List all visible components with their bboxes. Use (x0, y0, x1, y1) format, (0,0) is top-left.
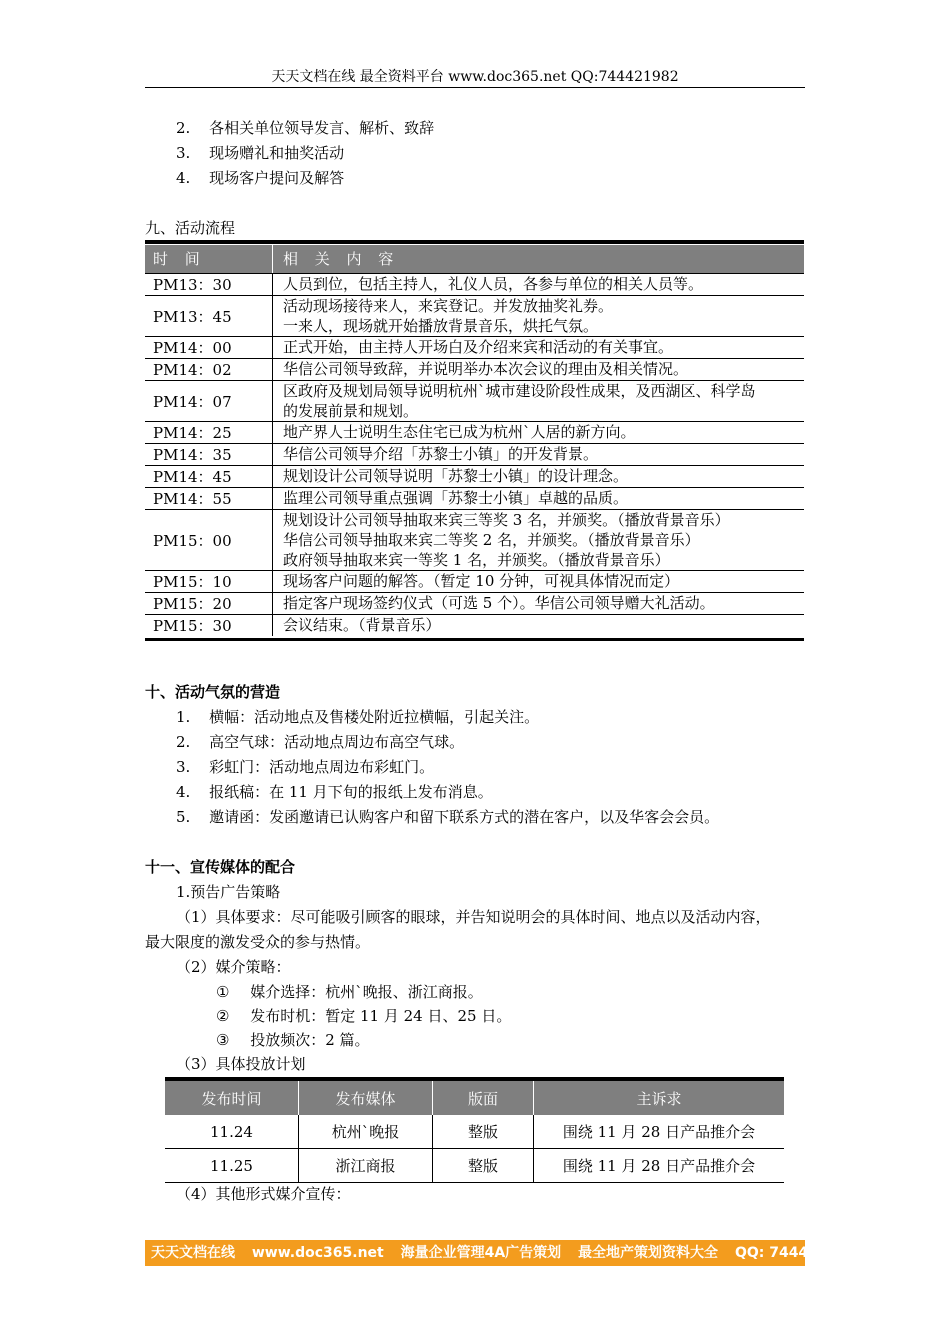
table-row (145, 274, 804, 296)
schedule-text: 规划设计公司领导说明「苏黎士小镇」的设计理念。 (283, 467, 629, 485)
list-item (216, 1030, 370, 1050)
list-item (216, 1006, 511, 1026)
media-cell: 整版 (433, 1115, 534, 1149)
schedule-text: 政府领导抽取来宾一等奖 1 名，并颁奖。（播放背景音乐） (283, 551, 670, 569)
table-row (145, 488, 804, 510)
footer-slogan-1: 海量企业管理4A广告策划 (400, 1245, 562, 1261)
schedule-time: PM15：20 (145, 593, 273, 614)
table-row (145, 337, 804, 359)
intro-num: 2. (176, 119, 191, 137)
list-item (176, 807, 719, 827)
list-item (176, 757, 434, 777)
table-row (145, 615, 804, 636)
list-item (176, 707, 539, 727)
footer-slogan-2: 最全地产策划资料大全 (578, 1245, 719, 1261)
schedule-time: PM14：02 (145, 359, 273, 380)
table-row (145, 422, 804, 444)
schedule-header-content: 相 关 内 容 (283, 250, 400, 268)
table-row (145, 296, 804, 337)
item-num: 3. (176, 758, 191, 776)
intro-item-4 (176, 168, 344, 188)
section-10-title: 十、活动气氛的营造 (145, 683, 281, 701)
table-row (165, 1149, 784, 1183)
intro-text: 现场赠礼和抽奖活动 (209, 144, 345, 162)
list-item (176, 782, 493, 802)
schedule-header-time: 时 间 (145, 245, 273, 273)
intro-num: 3. (176, 144, 191, 162)
table-row (145, 571, 804, 593)
media-cell: 杭州`晚报 (299, 1115, 433, 1149)
item-num: 4. (176, 783, 191, 801)
media-header-cell: 发布时间 (165, 1079, 299, 1115)
schedule-text: 的发展前景和规划。 (283, 402, 419, 420)
item-text: 横幅：活动地点及售楼处附近拉横幅，引起关注。 (209, 708, 540, 726)
schedule-text: 规划设计公司领导抽取来宾三等奖 3 名，并颁奖。（播放背景音乐） (283, 511, 730, 529)
media-cell: 围绕 11 月 28 日产品推介会 (534, 1115, 785, 1149)
item-text: 彩虹门：活动地点周边布彩虹门。 (209, 758, 435, 776)
schedule-text: 人员到位，包括主持人，礼仪人员，各参与单位的相关人员等。 (283, 275, 704, 293)
list-item (216, 982, 483, 1002)
item-text: 媒介选择：杭州`晚报、浙江商报。 (250, 983, 483, 1001)
intro-item-3 (176, 143, 344, 163)
intro-text: 现场客户提问及解答 (209, 169, 345, 187)
schedule-time: PM14：45 (145, 466, 273, 487)
schedule-text: 活动现场接待来人，来宾登记。并发放抽奖礼券。 (283, 297, 614, 315)
footer-url[interactable]: www.doc365.net (251, 1245, 384, 1261)
schedule-text: 会议结束。（背景音乐） (283, 616, 441, 634)
schedule-table (145, 240, 804, 641)
media-cell: 整版 (433, 1149, 534, 1183)
schedule-text: 正式开始，由主持人开场白及介绍来宾和活动的有关事宜。 (283, 338, 674, 356)
item-num: ③ (216, 1031, 230, 1049)
footer-brand: 天天文档在线 (151, 1245, 235, 1261)
table-row (145, 381, 804, 422)
media-cell: 围绕 11 月 28 日产品推介会 (534, 1149, 785, 1183)
schedule-text: 指定客户现场签约仪式（可选 5 个）。华信公司领导赠大礼活动。 (283, 594, 715, 612)
schedule-time: PM14：25 (145, 422, 273, 443)
schedule-time: PM14：55 (145, 488, 273, 509)
schedule-time: PM13：30 (145, 274, 273, 295)
list-item (176, 732, 464, 752)
media-cell: 11.24 (165, 1115, 299, 1149)
item-num: ② (216, 1007, 230, 1025)
section-9-title: 九、活动流程 (145, 219, 236, 237)
schedule-time: PM14：07 (145, 381, 273, 421)
schedule-time: PM14：35 (145, 444, 273, 465)
table-row (145, 593, 804, 615)
schedule-time: PM15：30 (145, 615, 273, 636)
section-11-title: 十一、宣传媒体的配合 (145, 858, 296, 876)
schedule-time: PM15：10 (145, 571, 273, 592)
page-header: 天天文档在线 最全资料平台 www.doc365.net QQ:744421982 (271, 69, 679, 85)
header-divider (145, 87, 805, 88)
footer-qq: QQ: 744421982 (734, 1245, 857, 1261)
schedule-header-row (145, 245, 804, 274)
intro-item-2 (176, 118, 434, 138)
item-num: ① (216, 983, 230, 1001)
item-num: 5. (176, 808, 191, 826)
schedule-time: PM14：00 (145, 337, 273, 358)
intro-text: 各相关单位领导发言、解析、致辞 (209, 119, 435, 137)
requirement-line-2: 最大限度的激发受众的参与热情。 (145, 933, 371, 951)
item-text: 高空气球：活动地点周边布高空气球。 (209, 733, 465, 751)
footer-banner (145, 1240, 857, 1266)
table-row (145, 444, 804, 466)
item-text: 报纸稿：在 11 月下旬的报纸上发布消息。 (209, 783, 493, 801)
schedule-text: 一来人，现场就开始播放背景音乐，烘托气氛。 (283, 317, 599, 335)
item-num: 1. (176, 708, 191, 726)
schedule-text: 地产界人士说明生态住宅已成为杭州`人居的新方向。 (283, 423, 636, 441)
schedule-text: 现场客户问题的解答。（暂定 10 分钟，可视具体情况而定） (283, 572, 680, 590)
media-plan-table (165, 1077, 784, 1183)
schedule-text: 华信公司领导致辞，并说明举办本次会议的理由及相关情况。 (283, 360, 689, 378)
schedule-time: PM13：45 (145, 296, 273, 336)
media-header-cell: 主诉求 (534, 1079, 785, 1115)
schedule-text: 华信公司领导抽取来宾二等奖 2 名，并颁奖。（播放背景音乐） (283, 531, 700, 549)
media-strategy: （2）媒介策略： (176, 958, 291, 976)
media-header-cell: 版面 (433, 1079, 534, 1115)
sub-heading: 1.预告广告策略 (176, 883, 281, 901)
table-row (165, 1115, 784, 1149)
schedule-text: 监理公司领导重点强调「苏黎士小镇」卓越的品质。 (283, 489, 629, 507)
media-cell: 11.25 (165, 1149, 299, 1183)
item-text: 发布时机：暂定 11 月 24 日、25 日。 (250, 1007, 512, 1025)
media-header-cell: 发布媒体 (299, 1079, 433, 1115)
schedule-time: PM15：00 (145, 510, 273, 570)
item-text: 邀请函：发函邀请已认购客户和留下联系方式的潜在客户，以及华客会会员。 (209, 808, 720, 826)
plan-title: （3）具体投放计划 (176, 1055, 306, 1073)
item-text: 投放频次：2 篇。 (250, 1031, 370, 1049)
requirement-line-1: （1）具体要求：尽可能吸引顾客的眼球，并告知说明会的具体时间、地点以及活动内容， (176, 908, 771, 926)
table-row (145, 359, 804, 381)
table-row (145, 466, 804, 488)
schedule-text: 区政府及规划局领导说明杭州`城市建设阶段性成果，及西湖区、科学岛 (283, 382, 756, 400)
table-row (145, 510, 804, 571)
item-num: 2. (176, 733, 191, 751)
media-cell: 浙江商报 (299, 1149, 433, 1183)
schedule-text: 华信公司领导介绍「苏黎士小镇」的开发背景。 (283, 445, 599, 463)
intro-num: 4. (176, 169, 191, 187)
other-media: （4）其他形式媒介宣传： (176, 1185, 351, 1203)
media-header-row (165, 1079, 784, 1115)
